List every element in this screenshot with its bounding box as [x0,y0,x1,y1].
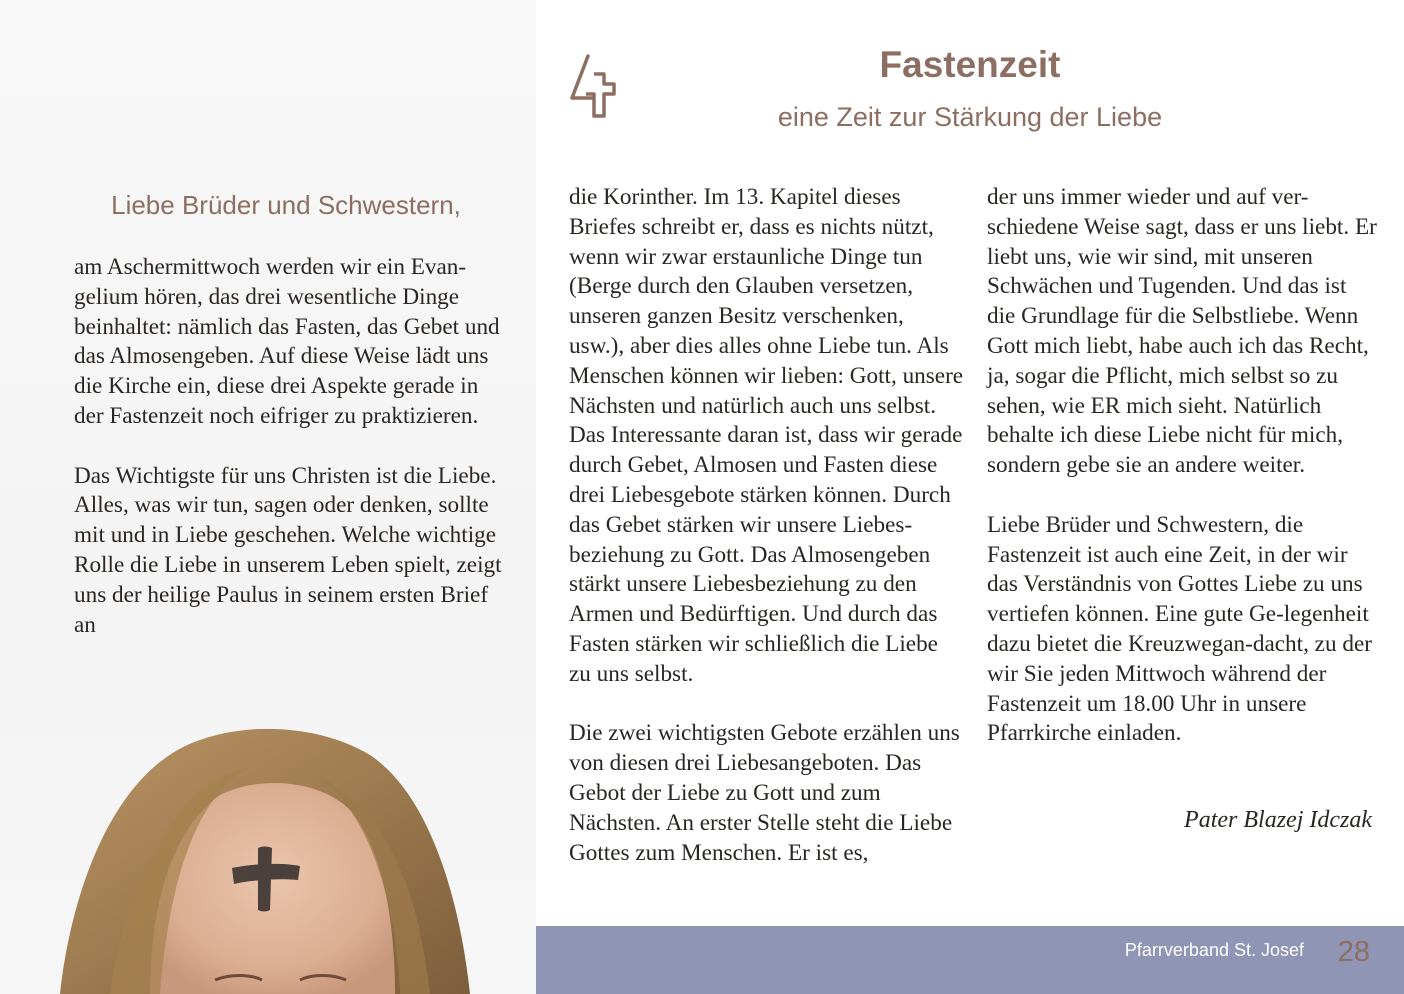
paragraph: Das Wichtigste für uns Christen ist die Liebe. Alles, was wir tun, sagen oder denken, sollte mit und in Liebe geschehen. Welche wichtige Rolle die Liebe in unserem Leben spielt, zeigt uns der heilige Paulus in seinem ersten Brief an [74,462,502,638]
footer-bar [536,926,1404,994]
greeting-heading: Liebe Brüder und Schwestern, [111,190,461,220]
paragraph: Die zwei wichtigsten Gebote erzählen uns von diesen drei Liebesangeboten. Das Gebot der Liebe zu Gott und zum Nächsten. An erster Stelle steht die Liebe Gottes zum Menschen. Er ist es, [569,720,960,866]
page-number: 28 [1337,936,1370,968]
author-signature: Pater Blazej Idczak [1184,807,1372,833]
paragraph: der uns immer wieder und auf ver-schiedene Weise sagt, dass er uns liebt. Er liebt uns, wie wir sind, mit unseren Schwächen und Tugenden. Und das ist die Grundlage für die Selbstliebe. Wenn Gott mich liebt, habe auch ich das Recht, ja, sogar die Pflicht, mich selbst so zu sehen, wie ER mich sieht. Natürlich behalte ich diese Liebe nicht für mich, sondern gebe sie an andere weiter. [987,184,1377,479]
paragraph: am Aschermittwoch werden wir ein Evan-gelium hören, das drei wesentliche Dinge beinhaltet: nämlich das Fasten, das Gebet und das Almosengeben. Auf diese Weise lädt uns die Kirche ein, diese drei Aspekte gerade in der Fastenzeit noch eifriger zu praktizieren. [74,254,500,429]
page-subtitle: eine Zeit zur Stärkung der Liebe [777,102,1163,132]
paragraph: Liebe Brüder und Schwestern, die Fastenzeit ist auch eine Zeit, in der wir das Verständnis von Gottes Liebe zu uns vertiefen können. Eine gute Ge-legenheit dazu bietet die Kreuzwegan-dacht, zu der wir Sie jeden Mittwoch während der Fastenzeit um 18.00 Uhr in unsere Pfarrkirche einladen. [987,511,1372,747]
text-column-3 [987,183,1377,749]
footer-organization: Pfarrverband St. Josef [1124,940,1304,960]
page-title: Fastenzeit [879,44,1061,85]
text-column-2 [569,183,964,868]
paragraph: die Korinther. Im 13. Kapitel dieses Briefes schreibt er, dass es nichts nützt, wenn wir zwar erstaunliche Dinge tun (Berge durch den Glauben versetzen, unseren ganzen Besitz verschenken, usw.), aber dies alles ohne Liebe tun. Als Menschen können wir lieben: Gott, unsere Nächsten und natürlich auch uns selbst. Das Interessante daran ist, dass wir gerade durch Gebet, Almosen und Fasten diese drei Liebesgebote stärken können. Durch das Gebet stärken wir unsere Liebes-beziehung zu Gott. Das Almosengeben stärkt unsere Liebesbeziehung zu den Armen und Bedürftigen. Und durch das Fasten stärken wir schließlich die Liebe zu uns selbst. [569,184,964,687]
text-column-1 [74,253,504,640]
woman-ash-cross-photo [0,700,536,994]
